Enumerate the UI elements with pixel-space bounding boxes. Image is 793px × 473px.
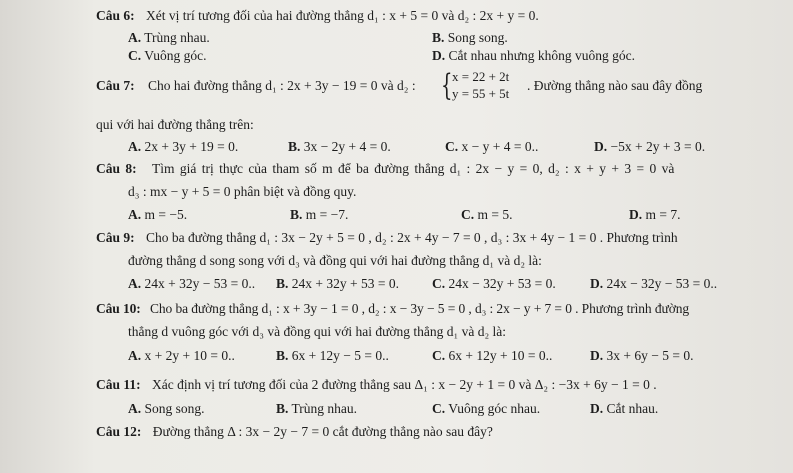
question-8 [96, 161, 674, 177]
option-c[interactable]: C. 24x − 32y + 53 = 0. [432, 276, 556, 291]
question-11 [96, 377, 657, 393]
question-number: Câu 11: [96, 377, 141, 392]
system-line-1: x = 22 + 2t [452, 69, 510, 84]
question-text: Cho hai đường thẳng d₁ : 2x + 3y − 19 = 0 và d₂ : [148, 78, 416, 93]
option-c[interactable]: C. m = 5. [461, 207, 513, 222]
question-9 [96, 230, 678, 246]
option-b[interactable]: B. 24x + 32y + 53 = 0. [276, 276, 399, 291]
option-d[interactable]: D. Cắt nhau nhưng không vuông góc. [432, 48, 636, 63]
question-text: Cho ba đường thẳng d₁ : x + 3y − 1 = 0 , d₂ : x − 3y − 5 = 0 , d₃ : 2x − y + 7 = 0 . Phương trình đường [149, 301, 690, 316]
option-a[interactable]: A. 2x + 3y + 19 = 0. [128, 139, 239, 154]
question-6 [96, 8, 539, 24]
option-a[interactable]: A. x + 2y + 10 = 0.. [128, 348, 235, 363]
option-d[interactable]: D. Cắt nhau. [590, 401, 659, 416]
question-text: Xét vị trí tương đối của hai đường thẳng d₁ : x + 5 = 0 và d₂ : 2x + y = 0. [146, 8, 539, 23]
option-b[interactable]: B. 3x − 2y + 4 = 0. [288, 139, 391, 154]
option-c[interactable]: C. Vuông góc nhau. [432, 401, 541, 416]
option-b[interactable]: B. Trùng nhau. [276, 401, 358, 416]
question-text: Cho ba đường thẳng d₁ : 3x − 2y + 5 = 0 , d₂ : 2x + 4y − 7 = 0 , d₃ : 3x + 4y − 1 = 0 . Phương trình [146, 230, 678, 245]
question-number: Câu 10: [96, 301, 141, 316]
option-b[interactable]: B. Song song. [432, 30, 508, 45]
option-b[interactable]: B. m = −7. [290, 207, 349, 222]
question-7 [96, 78, 416, 94]
question-number: Câu 8: [96, 161, 137, 176]
option-a[interactable]: A. Song song. [128, 401, 205, 416]
question-text-line-2: đường thẳng d song song với d₃ và đồng qui với hai đường thẳng d₁ và d₂ là: [128, 253, 542, 268]
question-number: Câu 12: [96, 424, 142, 439]
system-line-2: y = 55 + 5t [452, 86, 510, 101]
option-c[interactable]: C. Vuông góc. [128, 48, 207, 63]
question-text-line-2: thẳng d vuông góc với d₃ và đồng qui với hai đường thẳng d₁ và d₂ là: [128, 324, 507, 339]
question-number: Câu 9: [96, 230, 135, 245]
question-12 [96, 424, 493, 440]
option-d[interactable]: D. 24x − 32y − 53 = 0.. [590, 276, 718, 291]
question-text-line-2: d₃ : mx − y + 5 = 0 phân biệt và đồng quy. [128, 184, 357, 199]
option-b[interactable]: B. 6x + 12y − 5 = 0.. [276, 348, 389, 363]
question-text-continued: . Đường thẳng nào sau đây đồng [527, 78, 703, 93]
question-text: Tìm giá trị thực của tham số m để ba đường thẳng d₁ : 2x − y = 0, d₂ : x + y + 3 = 0 và [152, 161, 675, 176]
option-c[interactable]: C. 6x + 12y + 10 = 0.. [432, 348, 553, 363]
system-brace: { [441, 68, 453, 103]
question-text: Xác định vị trí tương đối của 2 đường thẳng sau Δ₁ : x − 2y + 1 = 0 và Δ₂ : −3x + 6y − 1 = 0 . [152, 377, 657, 392]
question-text-line-2: qui với hai đường thẳng trên: [96, 117, 254, 132]
option-c[interactable]: C. x − y + 4 = 0.. [445, 139, 539, 154]
option-d[interactable]: D. m = 7. [629, 207, 681, 222]
question-number: Câu 7: [96, 78, 135, 93]
option-a[interactable]: A. Trùng nhau. [128, 30, 210, 45]
question-number: Câu 6: [96, 8, 135, 23]
question-10 [96, 301, 689, 317]
option-d[interactable]: D. 3x + 6y − 5 = 0. [590, 348, 694, 363]
option-d[interactable]: D. −5x + 2y + 3 = 0. [594, 139, 706, 154]
question-text: Đường thẳng Δ : 3x − 2y − 7 = 0 cắt đường thẳng nào sau đây? [152, 424, 493, 439]
option-a[interactable]: A. 24x + 32y − 53 = 0.. [128, 276, 256, 291]
option-a[interactable]: A. m = −5. [128, 207, 188, 222]
